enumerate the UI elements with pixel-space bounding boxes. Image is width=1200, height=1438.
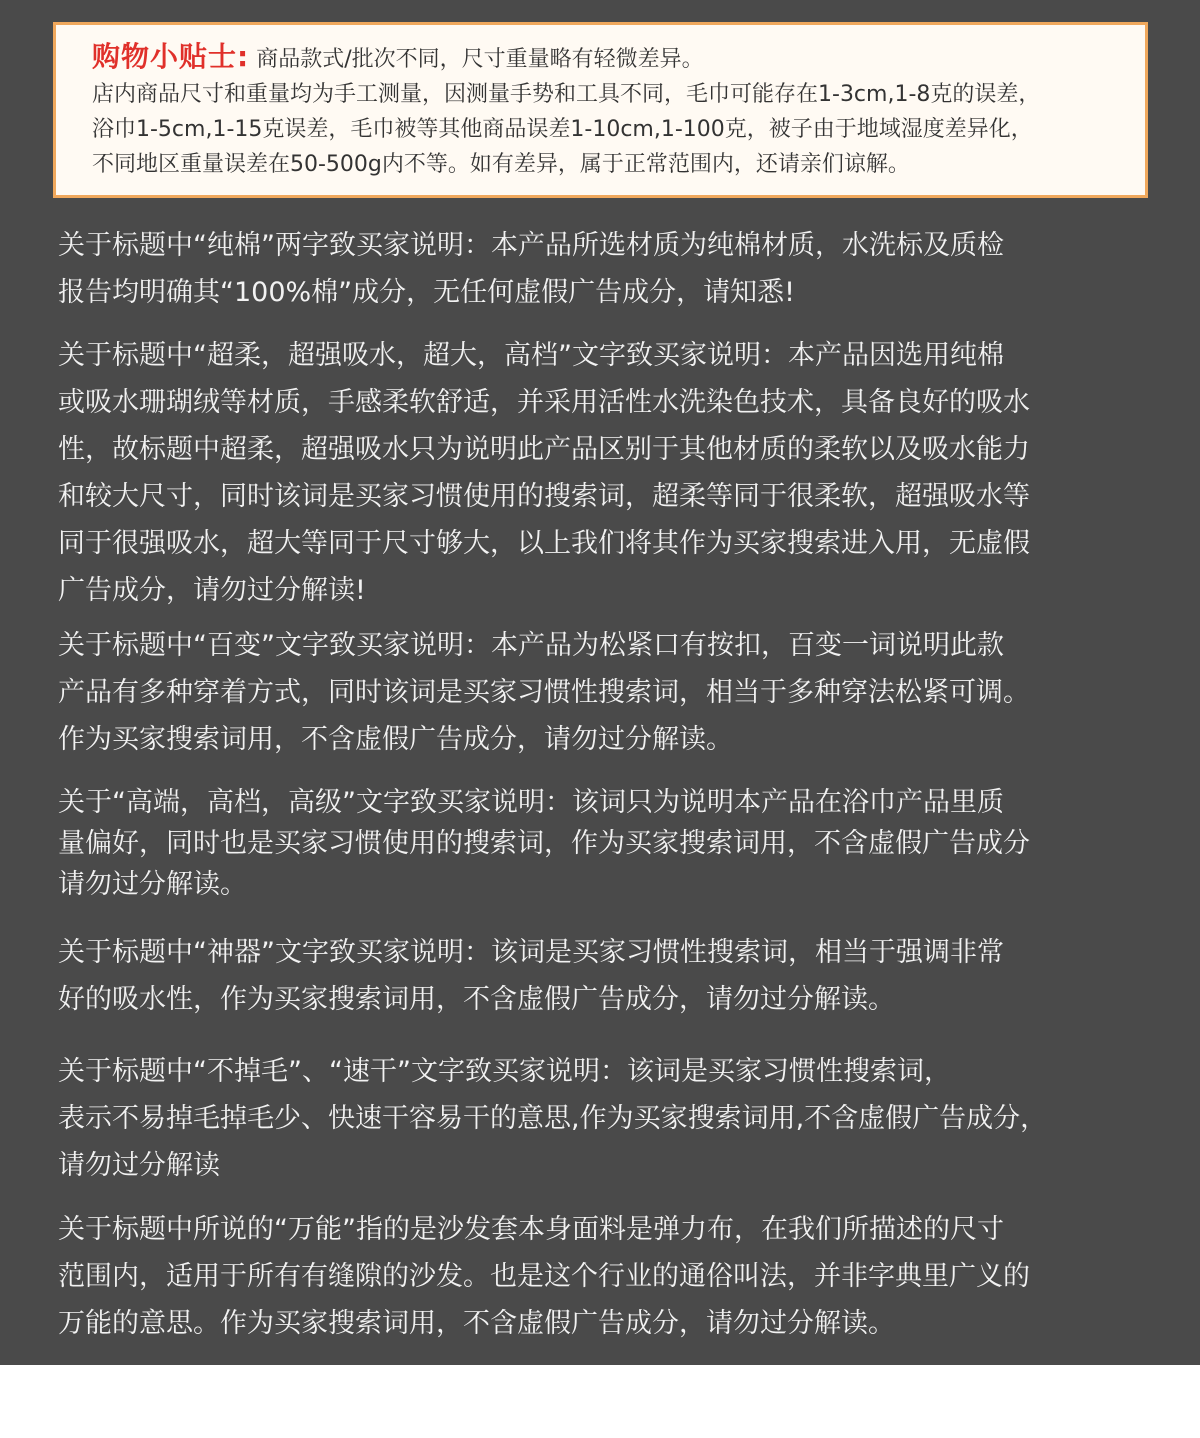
paragraph-line: 关于“高端，高档，高级”文字致买家说明：该词只为说明本产品在浴巾产品里质 [58,787,1004,818]
paragraph-line: 关于标题中“神器”文字致买家说明：该词是买家习惯性搜索词，相当于强调非常 [58,937,1004,968]
tip-title: 购物小贴士: [92,40,250,73]
tip-line-3: 浴巾1-5cm,1-15克误差，毛巾被等其他商品误差1-10cm,1-100克，被子由于地域湿度差异化， [92,117,1033,142]
paragraph-line: 产品有多种穿着方式，同时该词是买家习惯性搜索词，相当于多种穿法松紧可调。 [58,677,1030,708]
paragraph-line: 范围内，适用于所有有缝隙的沙发。也是这个行业的通俗叫法，并非字典里广义的 [58,1261,1030,1292]
paragraph-versatile [58,622,1158,763]
paragraph-line: 关于标题中“百变”文字致买家说明：本产品为松紧口有按扣，百变一词说明此款 [58,630,1004,661]
paragraph-line: 万能的意思。作为买家搜索词用，不含虚假广告成分，请勿过分解读。 [58,1308,895,1339]
paragraph-line: 关于标题中“纯棉”两字致买家说明：本产品所选材质为纯棉材质，水洗标及质检 [58,230,1004,261]
paragraph-line: 或吸水珊瑚绒等材质，手感柔软舒适，并采用活性水洗染色技术，具备良好的吸水 [58,387,1030,418]
tip-line-2: 店内商品尺寸和重量均为手工测量，因测量手势和工具不同，毛巾可能存在1-3cm,1-8克的误差， [92,82,1041,107]
paragraph-line: 作为买家搜索词用，不含虚假广告成分，请勿过分解读。 [58,724,733,755]
paragraph-line: 同于很强吸水，超大等同于尺寸够大，以上我们将其作为买家搜索进入用，无虚假 [58,528,1030,559]
tip-line-1 [92,39,1145,77]
paragraph-line: 关于标题中所说的“万能”指的是沙发套本身面料是弹力布，在我们所描述的尺寸 [58,1214,1004,1245]
paragraph-line: 请勿过分解读 [58,1150,220,1181]
paragraph-line: 关于标题中“不掉毛”、“速干”文字致买家说明：该词是买家习惯性搜索词， [58,1056,951,1087]
paragraph-universal [58,1206,1158,1347]
paragraph-cotton [58,222,1158,316]
tip-line-4: 不同地区重量误差在50-500g内不等。如有差异，属于正常范围内，还请亲们谅解。 [92,152,910,177]
paragraph-line: 请勿过分解读。 [58,869,247,900]
paragraph-super-soft [58,332,1158,614]
paragraph-line: 报告均明确其“100%棉”成分，无任何虚假广告成分，请知悉! [58,277,795,308]
paragraph-artifact [58,929,1158,1023]
paragraph-line: 广告成分，请勿过分解读! [58,575,366,606]
shopping-tips-box [53,22,1148,198]
paragraph-line: 量偏好，同时也是买家习惯使用的搜索词，作为买家搜索词用，不含虚假广告成分 [58,828,1030,859]
tip-text: 商品款式/批次不同，尺寸重量略有轻微差异。 [256,47,704,72]
paragraph-line: 关于标题中“超柔，超强吸水，超大，高档”文字致买家说明：本产品因选用纯棉 [58,340,1004,371]
paragraph-line: 好的吸水性，作为买家搜索词用，不含虚假广告成分，请勿过分解读。 [58,984,895,1015]
paragraph-line: 表示不易掉毛掉毛少、快速干容易干的意思,作为买家搜索词用,不含虚假广告成分， [58,1103,1048,1134]
paragraph-no-shedding [58,1048,1158,1189]
paragraph-line: 性，故标题中超柔，超强吸水只为说明此产品区别于其他材质的柔软以及吸水能力 [58,434,1030,465]
paragraph-line: 和较大尺寸，同时该词是买家习惯使用的搜索词，超柔等同于很柔软，超强吸水等 [58,481,1030,512]
paragraph-high-end [58,782,1158,905]
